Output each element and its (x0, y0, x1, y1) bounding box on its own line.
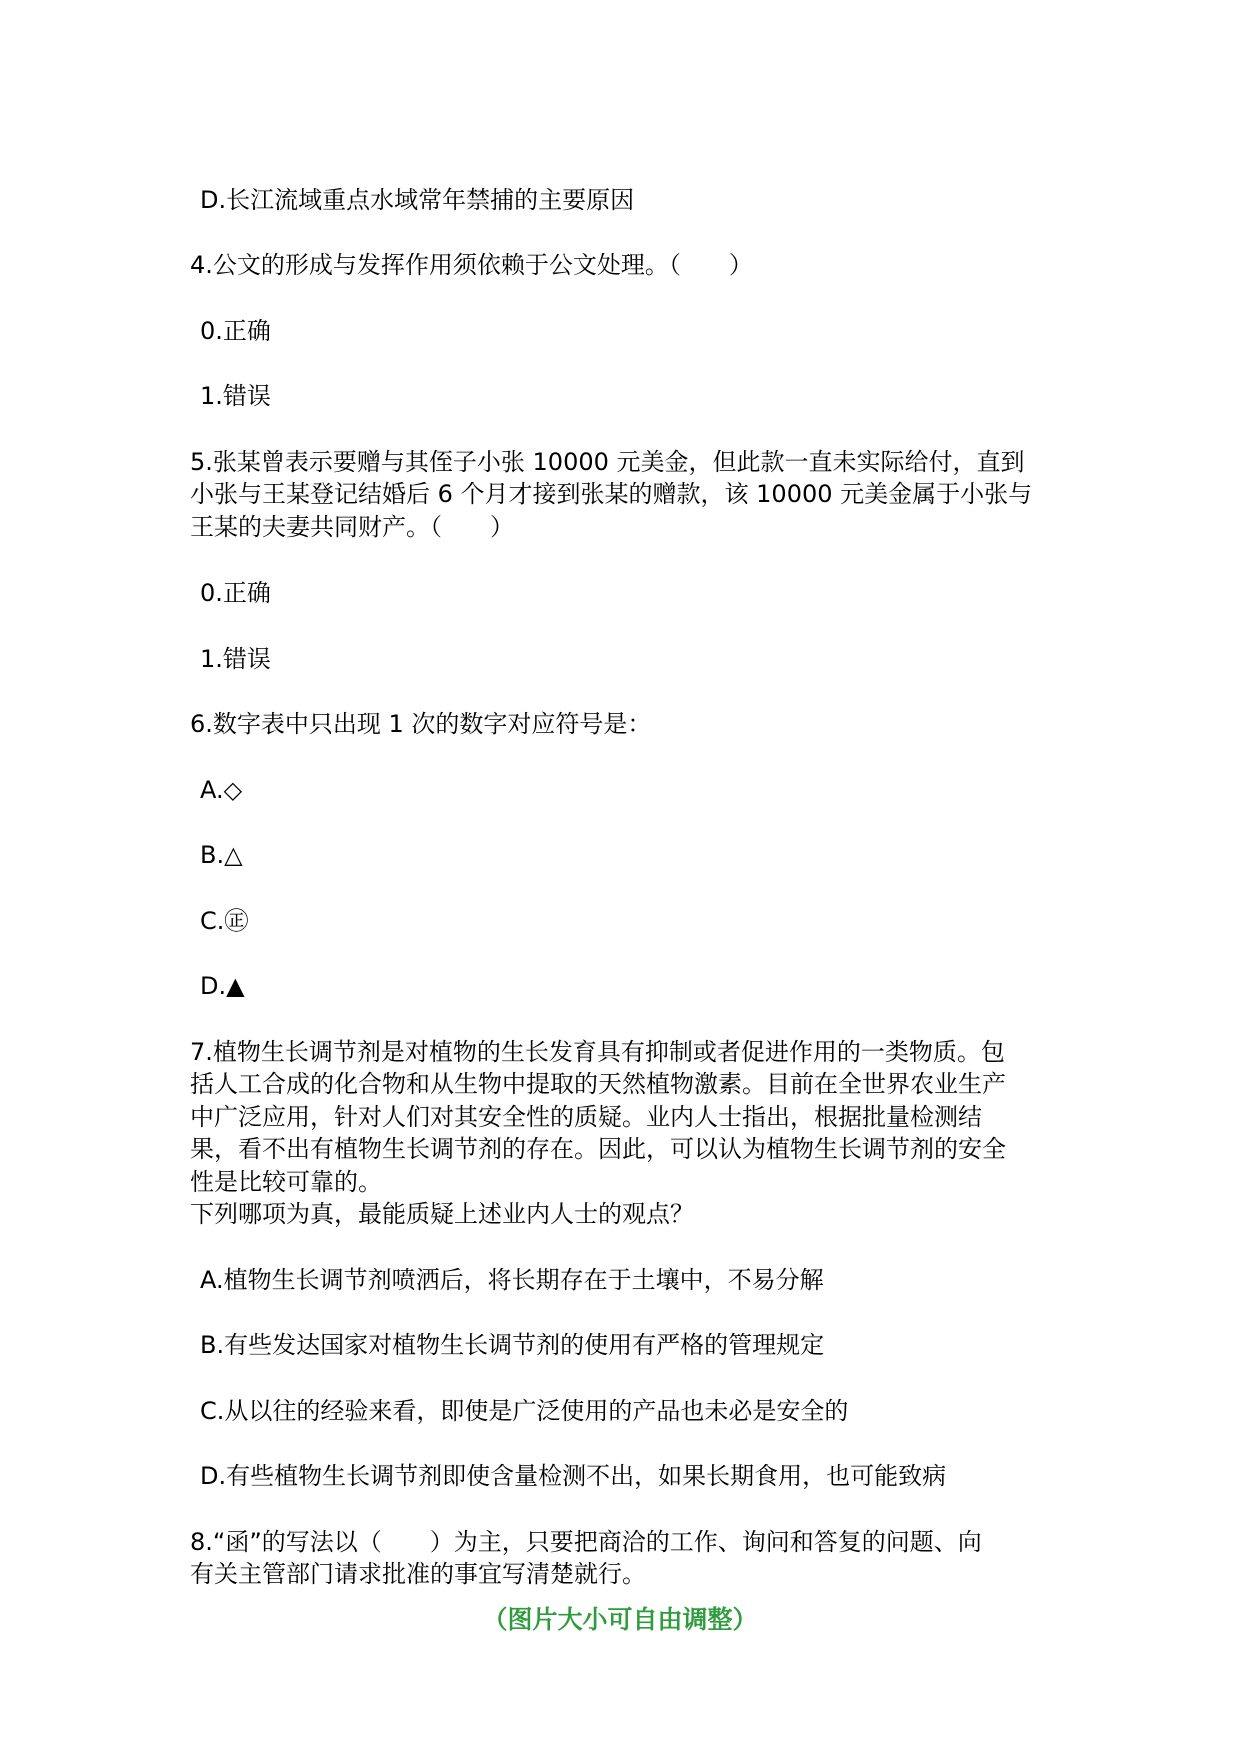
question-6-option-a: A.◇ (200, 776, 243, 804)
question-8-stem-line: 有关主管部门请求批准的事宜写清楚就行。 (190, 1560, 646, 1588)
question-5-stem-line: 小张与王某登记结婚后 6 个月才接到张某的赠款，该 10000 元美金属于小张与 (190, 480, 1033, 508)
question-5-stem-line: 王某的夫妻共同财产。（ ） (190, 513, 514, 541)
question-4-stem: 4.公文的形成与发挥作用须依赖于公文处理。（ ） (190, 251, 753, 279)
question-5-option-0: 0.正确 (200, 579, 271, 607)
question-4-option-1: 1.错误 (200, 382, 271, 410)
question-6-option-b: B.△ (200, 841, 243, 869)
question-6-stem: 6.数字表中只出现 1 次的数字对应符号是： (190, 710, 652, 738)
question-5-option-1: 1.错误 (200, 645, 271, 673)
question-8-stem-line: 8.“函”的写法以（ ）为主，只要把商洽的工作、询问和答复的问题、向 (190, 1528, 982, 1556)
question-6-option-c: C.㊣ (200, 907, 249, 935)
question-5-stem-line: 5.张某曾表示要赠与其侄子小张 10000 元美金，但此款一直未实际给付，直到 (190, 448, 1025, 476)
question-7-option-c: C.从以往的经验来看，即使是广泛使用的产品也未必是安全的 (200, 1397, 849, 1425)
question-7-stem-line: 括人工合成的化合物和从生物中提取的天然植物激素。目前在全世界农业生产 (190, 1070, 1006, 1098)
question-6-option-d: D.▲ (200, 972, 245, 1000)
question-7-option-b: B.有些发达国家对植物生长调节剂的使用有严格的管理规定 (200, 1331, 825, 1359)
footer-note: （图片大小可自由调整） (482, 1605, 758, 1634)
question-7-stem-line: 中广泛应用，针对人们对其安全性的质疑。业内人士指出，根据批量检测结 (190, 1103, 982, 1131)
question-7-stem-line: 7.植物生长调节剂是对植物的生长发育具有抑制或者促进作用的一类物质。包 (190, 1038, 1005, 1066)
question-7-stem-line: 果，看不出有植物生长调节剂的存在。因此，可以认为植物生长调节剂的安全 (190, 1135, 1006, 1163)
question-4-option-0: 0.正确 (200, 317, 271, 345)
question-7-option-d: D.有些植物生长调节剂即使含量检测不出，如果长期食用，也可能致病 (200, 1462, 947, 1490)
question-7-option-a: A.植物生长调节剂喷洒后，将长期存在于土壤中，不易分解 (200, 1266, 824, 1294)
option-d: D.长江流域重点水域常年禁捕的主要原因 (200, 186, 635, 214)
question-7-prompt: 下列哪项为真，最能质疑上述业内人士的观点？ (190, 1200, 694, 1228)
question-7-stem-line: 性是比较可靠的。 (190, 1168, 382, 1196)
